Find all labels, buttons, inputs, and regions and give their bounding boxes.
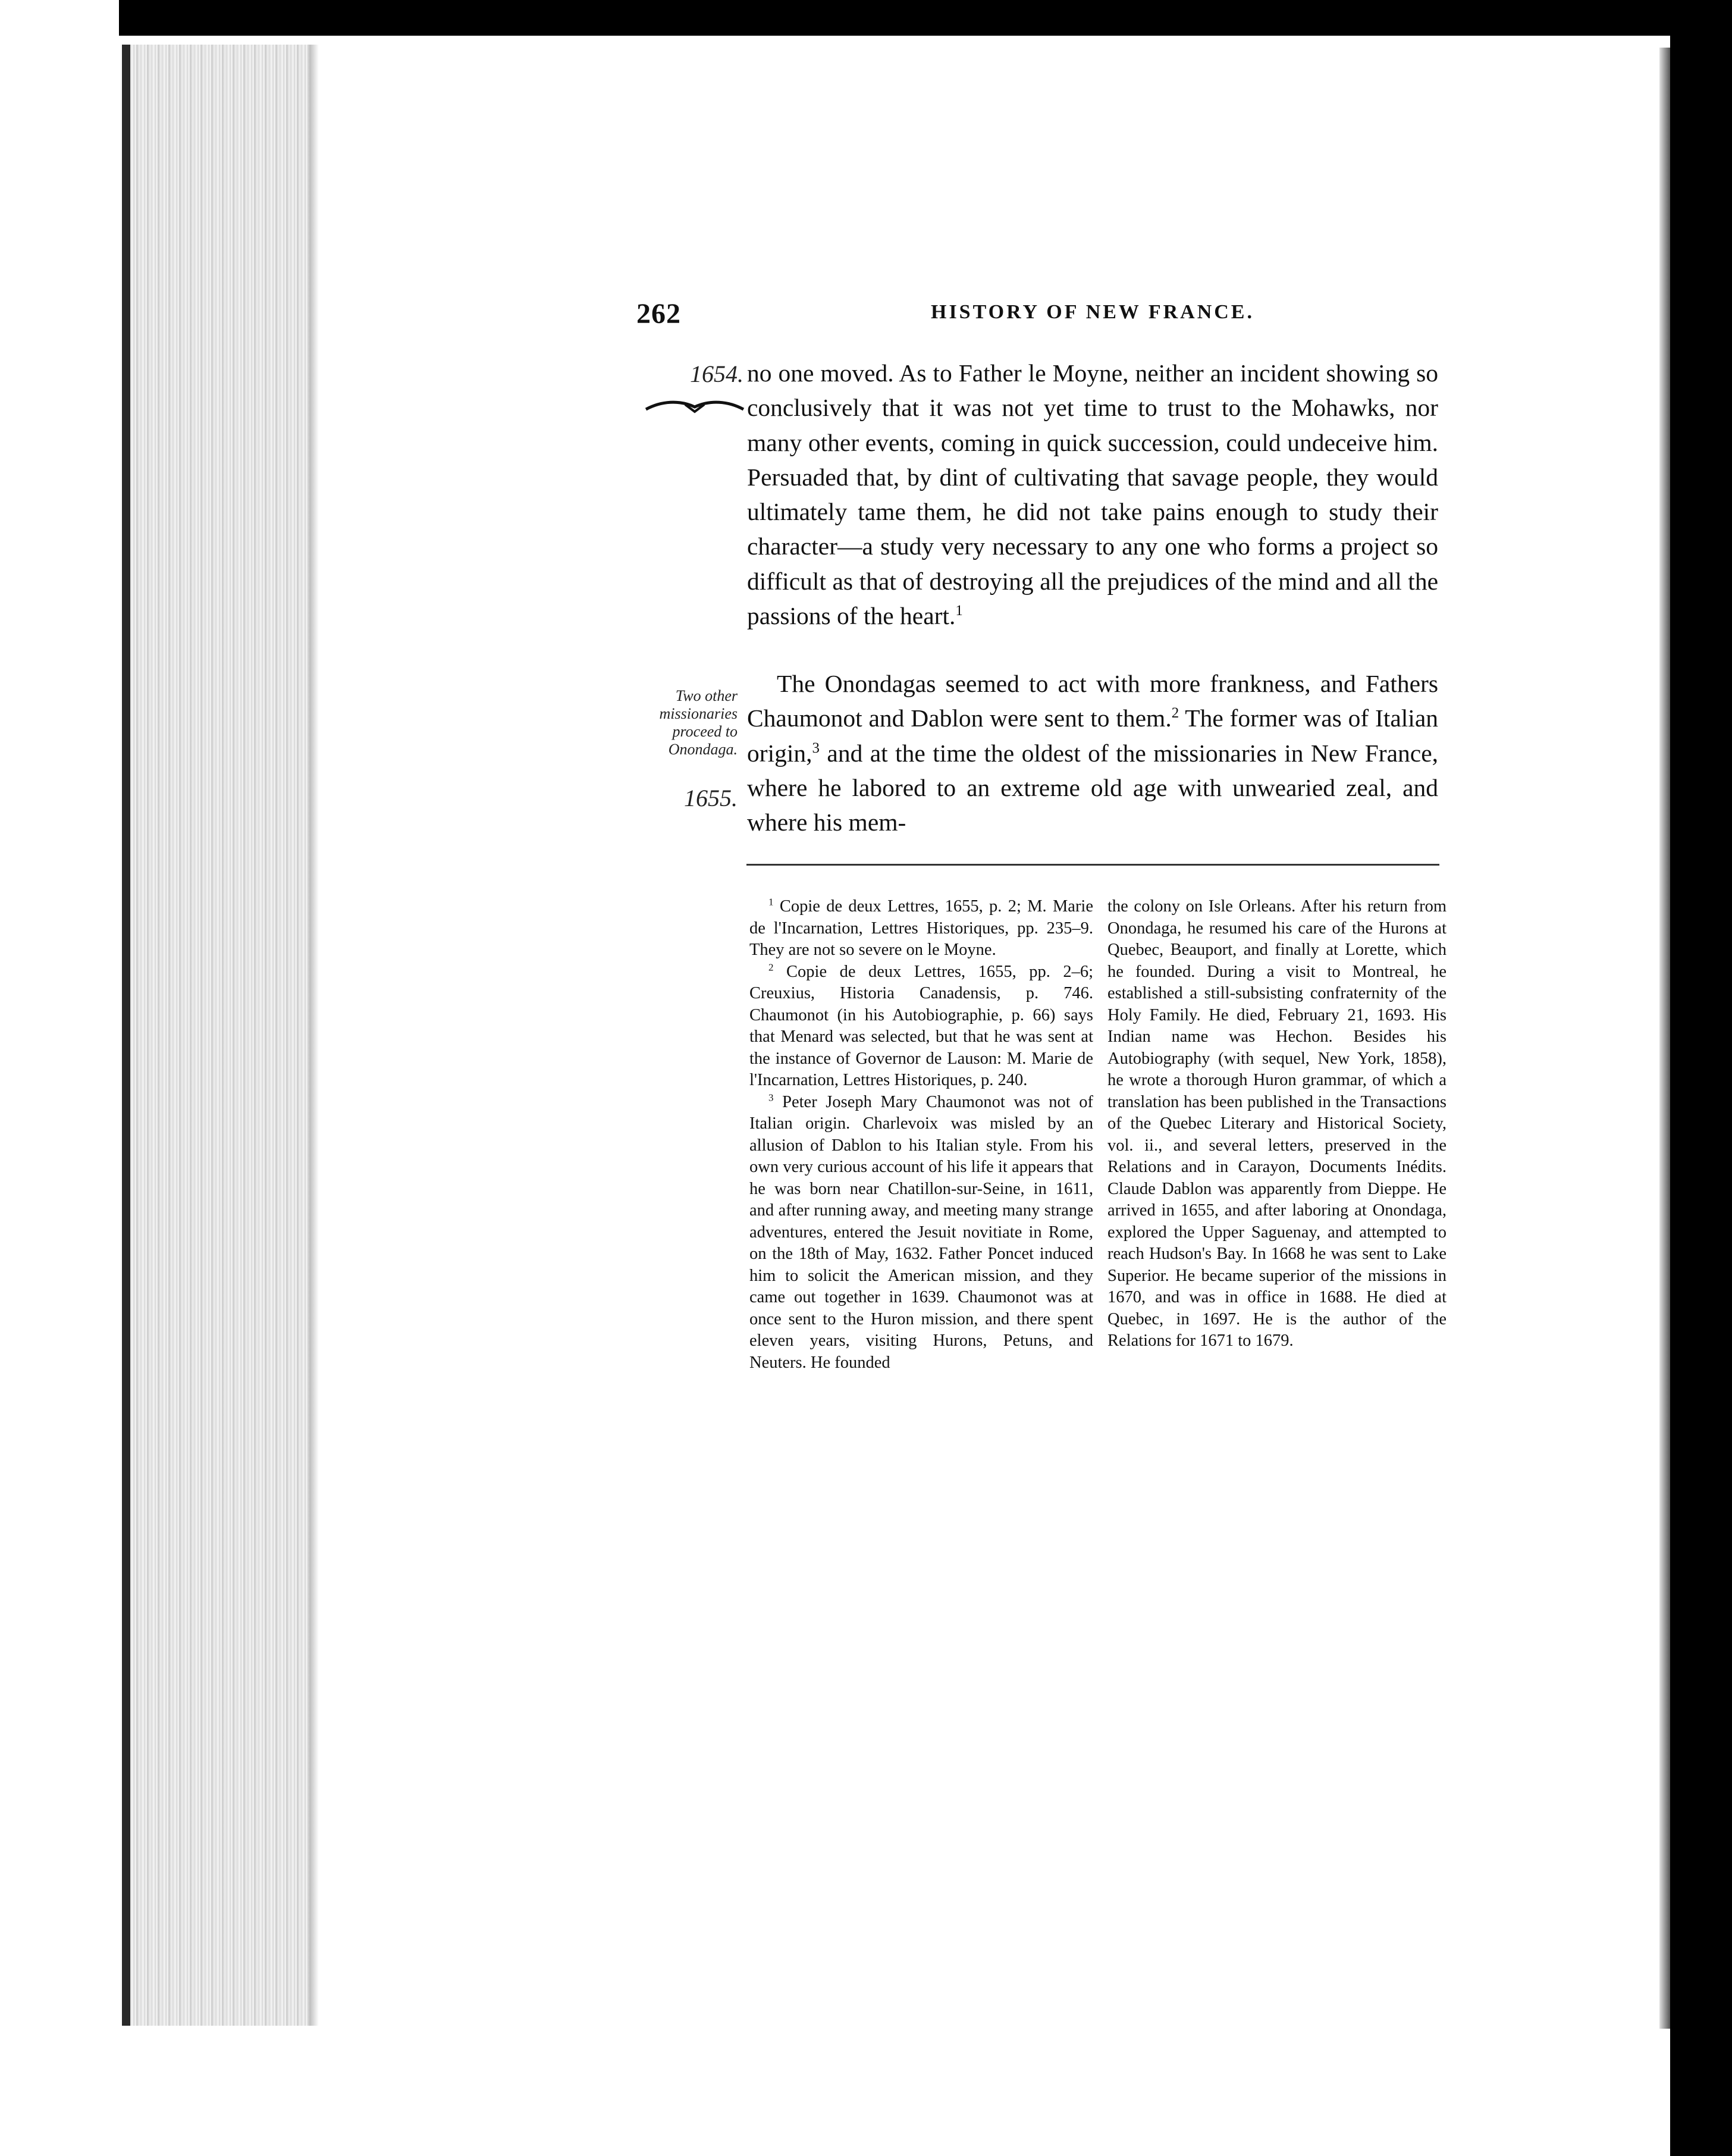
page-number: 262 [636, 298, 681, 330]
footnote-3-text-left: Peter Joseph Mary Chaumonot was not of Italian origin. Charlevoix was misled by an allusion of Dablon to his Italian style. From his own very curious account of his life it appears that he was born near Chatillon-sur-Seine, in 1611, and after running away, and meeting many strange adventures, entered the Jesuit novitiate in Rome, on the 18th of May, 1632. Father Poncet induced him to solicit the American mission, and they came out together in 1639. Chaumonot was at once sent to the Huron mission, and there spent eleven years, visiting Hurons, Petuns, and Neuters. He founded [749, 1092, 1093, 1372]
footnote-mark: 1 [768, 896, 774, 908]
footnote-2 [749, 961, 1093, 1092]
margin-year-1654: 1654. [690, 361, 743, 387]
footnote-1 [749, 896, 1093, 961]
body-text-1: no one moved. As to Father le Moyne, neither an incident showing so conclusively that it was not yet time to trust to the Mohawks, nor many other events, coming in quick succession, could undeceive him. Persuaded that, by dint of cultivating that savage people, they would ultimately tame them, he did not take pains enough to study their character—a study very necessary to any one who forms a project so difficult as that of destroying all the prejudices of the mind and all the passions of the heart. [747, 359, 1438, 630]
margin-year-1655: 1655. [684, 785, 738, 811]
scan-margin-left [0, 0, 119, 2156]
footnote-ref: 3 [812, 739, 820, 756]
footnote-mark: 3 [768, 1092, 774, 1103]
footnote-2-text: Copie de deux Lettres, 1655, pp. 2–6; Creuxius, Historia Canadensis, p. 746. Chaumonot (in his Autobiographie, p. 66) says that Menard was selected, but that he was sent at the instance of Governor de Lauson: M. Marie de l'Incarnation, Lettres Historiques, p. 240. [749, 962, 1093, 1089]
right-page-edge [1659, 48, 1670, 2029]
body-text-2a: The Onondagas seemed to act with more frankness, and Fathers Chaumonot and Dablon were sent to them. [747, 670, 1438, 732]
scan-border-right [1670, 36, 1732, 2156]
footnote-divider [746, 864, 1439, 866]
body-text-2c: and at the time the oldest of the missionaries in New France, where he labored to an extreme old age with unwearied zeal, and where his mem- [747, 739, 1438, 836]
book-page-edges [122, 45, 318, 2026]
footnote-1-text: Copie de deux Lettres, 1655, p. 2; M. Marie de l'Incarnation, Lettres Historiques, pp. 235–9. They are not so severe on le Moyne. [749, 897, 1093, 959]
footnotes-right-column [1107, 896, 1447, 1352]
body-text-2b: The former was of Italian origin, [747, 704, 1438, 767]
footnote-ref: 1 [955, 603, 963, 619]
margin-side-note: Two other missionaries proceed to Onondaga. [659, 687, 738, 758]
flourish-ornament [644, 397, 746, 415]
footnote-3 [749, 1092, 1093, 1374]
running-title: HISTORY OF NEW FRANCE. [931, 301, 1254, 323]
scan-border-top [0, 0, 1732, 36]
footnote-3-continued [1107, 896, 1447, 1352]
footnote-ref: 2 [1171, 705, 1179, 722]
footnote-3-text-right: the colony on Isle Orleans. After his return from Onondaga, he resumed his care of the Hurons at Quebec, Beauport, and finally at Lorette, which he founded. During a visit to Montreal, he established a still-subsisting confraternity of the Holy Family. He died, February 21, 1693. His Indian name was Hechon. Besides his Autobiography (with sequel, New York, 1858), he wrote a thorough Huron grammar, of which a translation has been published in the Transactions of the Quebec Literary and Historical Society, vol. ii., and several letters, preserved in the Relations and in Carayon, Documents Inédits. Claude Dablon was apparently from Dieppe. He arrived in 1655, and after laboring at Onondaga, explored the Upper Saguenay, and attempted to reach Hudson's Bay. In 1668 he was sent to Lake Superior. He became superior of the missions in 1670, and was in office in 1688. He died at Quebec, in 1697. He is the author of the Relations for 1671 to 1679. [1107, 897, 1447, 1350]
scan-margin-bottom [119, 2035, 1670, 2156]
footnote-mark: 2 [768, 961, 774, 973]
page-gutter-shadow [309, 45, 319, 2026]
footnotes-left-column [749, 896, 1093, 1374]
book-spine-edge [122, 45, 130, 2026]
body-paragraph-1 [747, 356, 1438, 633]
body-paragraph-2 [747, 666, 1438, 839]
